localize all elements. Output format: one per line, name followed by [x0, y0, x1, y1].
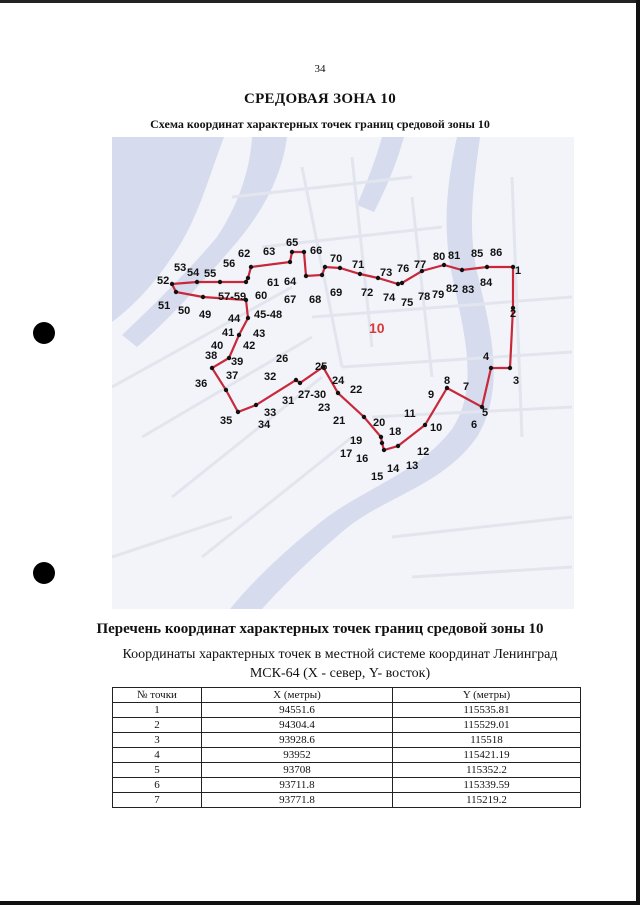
coordinates-table [112, 687, 581, 808]
point-label: 32 [264, 371, 277, 383]
cell-y: 115518 [393, 733, 581, 748]
cell-point: 5 [113, 763, 202, 778]
point-label: 38 [205, 350, 218, 362]
punch-hole-lower [33, 562, 55, 584]
point-label: 40 [211, 340, 224, 352]
point-label: 71 [352, 259, 365, 271]
cell-point: 6 [113, 778, 202, 793]
point-label: 44 [228, 313, 241, 325]
point-label: 62 [238, 248, 251, 260]
point-label: 70 [330, 253, 343, 265]
table-row [113, 793, 581, 808]
point-label: 86 [490, 247, 503, 259]
col-header-x: X (метры) [202, 688, 393, 703]
point-label: 49 [199, 309, 212, 321]
boundary-vertex [336, 391, 340, 395]
point-label: 36 [195, 378, 208, 390]
boundary-vertex [195, 280, 199, 284]
point-label: 26 [276, 353, 289, 365]
page-title: СРЕДОВАЯ ЗОНА 10 [243, 91, 397, 107]
scan-edge-right [636, 0, 640, 905]
cell-x: 93711.8 [202, 778, 393, 793]
boundary-vertex [379, 435, 383, 439]
point-label: 66 [310, 245, 323, 257]
boundary-vertex [396, 444, 400, 448]
point-label: 43 [253, 328, 266, 340]
point-label: 52 [157, 275, 170, 287]
point-label: 73 [380, 267, 393, 279]
boundary-vertex [382, 448, 386, 452]
point-label: 67 [284, 294, 297, 306]
point-label: 23 [318, 402, 331, 414]
coordinate-system-note [90, 645, 590, 683]
boundary-vertex [170, 282, 174, 286]
boundary-vertex [201, 295, 205, 299]
punch-hole-upper [33, 322, 55, 344]
point-label: 1 [515, 265, 522, 277]
boundary-vertex [460, 268, 464, 272]
point-label: 64 [284, 276, 297, 288]
point-label: 19 [350, 435, 363, 447]
point-label: 16 [356, 453, 369, 465]
point-label: 56 [223, 258, 236, 270]
boundary-vertex [244, 280, 248, 284]
cell-point: 3 [113, 733, 202, 748]
point-label: 3 [513, 375, 520, 387]
point-label: 37 [226, 370, 239, 382]
cell-x: 93708 [202, 763, 393, 778]
cell-point: 4 [113, 748, 202, 763]
boundary-vertex [254, 403, 258, 407]
zone-number-label: 10 [369, 320, 385, 336]
point-label: 83 [462, 284, 475, 296]
scan-edge-bottom [0, 901, 640, 905]
point-label: 63 [263, 246, 276, 258]
point-label: 22 [350, 384, 363, 396]
boundary-vertex [323, 265, 327, 269]
point-label: 14 [387, 463, 400, 475]
boundary-vertex [224, 388, 228, 392]
river-segment [357, 137, 404, 212]
street-line [392, 517, 572, 537]
point-label: 65 [286, 237, 299, 249]
boundary-vertex [338, 266, 342, 270]
boundary-vertex [396, 282, 400, 286]
scheme-subtitle: Схема координат характерных точек границ средовой зоны 10 [150, 117, 490, 131]
cell-x: 93771.8 [202, 793, 393, 808]
cell-point: 1 [113, 703, 202, 718]
point-label: 77 [414, 259, 427, 271]
boundary-vertex [423, 423, 427, 427]
boundary-vertex [236, 410, 240, 414]
col-header-y: Y (метры) [393, 688, 581, 703]
zone-map-canvas [112, 137, 574, 609]
street-line [412, 567, 572, 577]
cell-y: 115421.19 [393, 748, 581, 763]
point-label: 81 [448, 250, 461, 262]
boundary-vertex [249, 265, 253, 269]
boundary-vertex [320, 273, 324, 277]
table-row [113, 748, 581, 763]
boundary-vertex [298, 381, 302, 385]
table-row [113, 718, 581, 733]
page-number: 34 [314, 63, 326, 75]
point-label: 18 [389, 426, 402, 438]
point-label: 80 [433, 251, 446, 263]
boundary-vertex [362, 415, 366, 419]
point-label: 41 [222, 327, 235, 339]
col-header-point: № точки [113, 688, 202, 703]
point-label: 13 [406, 460, 419, 472]
point-label: 6 [471, 419, 478, 431]
point-label: 76 [397, 263, 410, 275]
coordinate-system-line-1: Координаты характерных точек в местной системе координат Ленинград [122, 647, 558, 662]
point-label: 60 [255, 290, 268, 302]
zone-map [112, 137, 574, 609]
point-label: 45-48 [254, 309, 283, 321]
cell-x: 93952 [202, 748, 393, 763]
cell-point: 2 [113, 718, 202, 733]
boundary-vertex [400, 281, 404, 285]
coordinate-system-line-2: МСК-64 (X - север, Y- восток) [249, 666, 431, 681]
cell-y: 115352.2 [393, 763, 581, 778]
street-line [112, 517, 232, 557]
boundary-vertex [246, 316, 250, 320]
cell-y: 115339.59 [393, 778, 581, 793]
cell-point: 7 [113, 793, 202, 808]
point-label: 21 [333, 415, 346, 427]
point-label: 7 [463, 381, 470, 393]
point-label: 53 [174, 262, 187, 274]
boundary-vertex [302, 250, 306, 254]
point-label: 15 [371, 471, 384, 483]
point-label: 11 [404, 408, 416, 420]
street-line [342, 352, 572, 367]
cell-y: 115535.81 [393, 703, 581, 718]
point-label: 82 [446, 283, 459, 295]
boundary-vertex [218, 280, 222, 284]
boundary-vertex [304, 274, 308, 278]
boundary-vertex [174, 290, 178, 294]
point-label: 42 [243, 340, 256, 352]
point-label: 17 [340, 448, 353, 460]
point-label: 2 [510, 308, 517, 320]
boundary-vertex [237, 333, 241, 337]
point-label: 8 [444, 375, 451, 387]
point-label: 9 [428, 389, 435, 401]
point-label: 74 [383, 292, 396, 304]
point-label: 79 [432, 289, 445, 301]
boundary-vertex [210, 366, 214, 370]
point-label: 84 [480, 277, 493, 289]
point-label: 10 [430, 422, 443, 434]
point-label: 69 [330, 287, 343, 299]
cell-x: 94304.4 [202, 718, 393, 733]
point-label: 75 [401, 297, 414, 309]
cell-x: 94551.6 [202, 703, 393, 718]
point-label: 27-30 [298, 389, 327, 401]
table-row [113, 778, 581, 793]
point-label: 61 [267, 277, 280, 289]
coordinates-list-title: Перечень координат характерных точек границ средовой зоны 10 [96, 621, 544, 637]
boundary-vertex [508, 366, 512, 370]
point-label: 68 [309, 294, 322, 306]
table-header-row [113, 688, 581, 703]
point-label: 33 [264, 407, 277, 419]
point-label: 24 [332, 375, 345, 387]
point-label: 25 [315, 361, 328, 373]
point-label: 34 [258, 419, 271, 431]
boundary-vertex [246, 276, 250, 280]
boundary-vertex [485, 265, 489, 269]
boundary-vertex [288, 260, 292, 264]
boundary-vertex [489, 366, 493, 370]
point-label: 51 [158, 300, 171, 312]
cell-x: 93928.6 [202, 733, 393, 748]
point-label: 35 [220, 415, 233, 427]
boundary-vertex [290, 250, 294, 254]
cell-y: 115219.2 [393, 793, 581, 808]
boundary-vertex [358, 272, 362, 276]
point-label: 50 [178, 305, 191, 317]
point-label: 85 [471, 248, 484, 260]
boundary-vertex [380, 441, 384, 445]
point-label: 39 [231, 356, 244, 368]
point-label: 31 [282, 395, 295, 407]
point-label: 20 [373, 417, 386, 429]
point-label: 72 [361, 287, 374, 299]
point-label: 55 [204, 268, 217, 280]
street-line [412, 197, 432, 377]
point-label: 12 [417, 446, 430, 458]
table-row [113, 733, 581, 748]
point-label: 57-59 [218, 291, 247, 303]
cell-y: 115529.01 [393, 718, 581, 733]
point-label: 78 [418, 291, 431, 303]
point-label: 4 [483, 351, 490, 363]
table-row [113, 763, 581, 778]
table-row [113, 703, 581, 718]
boundary-vertex [294, 378, 298, 382]
point-label: 5 [482, 407, 489, 419]
scan-edge-top [0, 0, 640, 3]
point-label: 54 [187, 267, 200, 279]
boundary-vertex [442, 263, 446, 267]
